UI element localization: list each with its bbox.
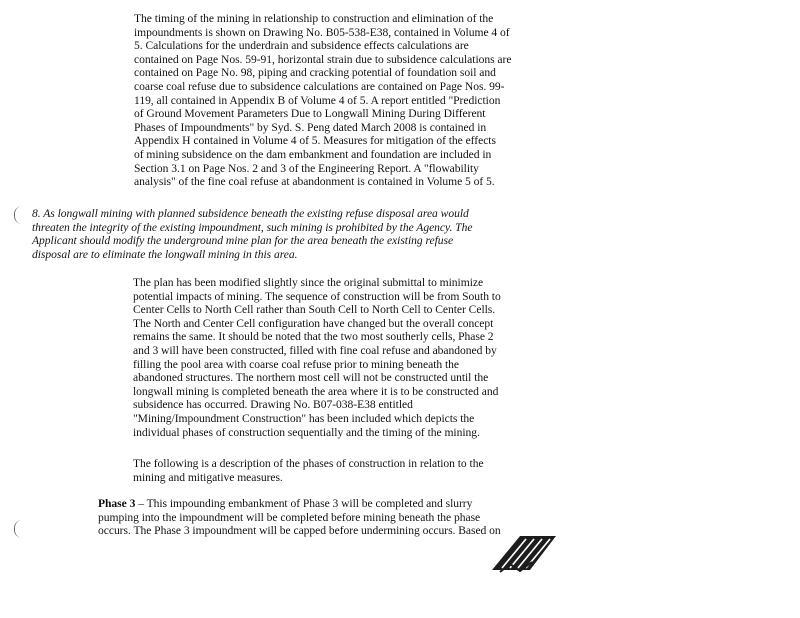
text-line: The North and Center Cell configuration have changed but the overall concept	[133, 316, 494, 330]
text-line: mining and mitigative measures.	[133, 470, 283, 484]
text-line: longwall mining is completed beneath the area where it is to be constructed and	[133, 384, 499, 398]
phase-3-text: – This impounding embankment of Phase 3 will be completed and slurry	[135, 497, 473, 510]
text-line: filling the pool area with coarse coal refuse prior to mining beneath the	[133, 357, 460, 371]
margin-bracket-mark	[14, 206, 25, 224]
text-line: The following is a description of the phases of construction in relation to the	[133, 457, 484, 470]
text-line: Center Cells to North Cell rather than South Cell to North Cell to Center Cells.	[133, 303, 496, 317]
text-line: disposal are to eliminate the longwall mining in this area.	[32, 247, 298, 261]
comment-8	[32, 207, 472, 261]
text-line: analysis" of the fine coal refuse at abandonment is contained in Volume 5 of 5.	[134, 175, 495, 189]
text-line: abandoned structures. The northern most cell will not be constructed until the	[133, 371, 489, 385]
text-line: subsidence has occurred. Drawing No. B07-038-E38 entitled	[133, 398, 413, 412]
description-paragraph	[133, 457, 484, 484]
text-line: of Ground Movement Parameters Due to Longwall Mining During Different	[134, 107, 486, 121]
phase-3-paragraph	[98, 497, 501, 538]
phase-3-label: Phase 3	[98, 497, 136, 510]
text-line: Applicant should modify the underground mine plan for the area beneath the existing refuse	[32, 234, 454, 248]
text-line: Appendix H contained in Volume 4 of 5. Measures for mitigation of the effects	[134, 134, 496, 148]
text-line: individual phases of construction sequentially and the timing of the mining.	[133, 425, 480, 439]
text-line: threaten the integrity of the existing impoundment, such mining is prohibited by the Agency. The	[32, 220, 473, 234]
margin-bracket-mark	[14, 520, 25, 538]
text-line: remains the same. It should be noted that the two most southerly cells, Phase 2	[133, 330, 494, 344]
text-line: The timing of the mining in relationship to construction and elimination of the	[134, 12, 494, 25]
text-line: "Mining/Impoundment Construction" has been included which depicts the	[133, 411, 475, 425]
text-line: 8. As longwall mining with planned subsidence beneath the existing refuse disposal area would	[32, 207, 469, 220]
text-line: Phases of Impoundments" by Syd. S. Peng dated March 2008 is contained in	[134, 120, 487, 134]
stamp-mark-icon	[490, 534, 562, 574]
text-line: Section 3.1 on Page Nos. 2 and 3 of the Engineering Report. A "flowability	[134, 161, 479, 175]
text-line: occurs. The Phase 3 impoundment will be capped before undermining occurs. Based on	[98, 524, 501, 538]
text-line: impoundments is shown on Drawing No. B05-538-E38, contained in Volume 4 of	[134, 25, 510, 39]
text-line: contained on Page No. 98, piping and cracking potential of foundation soil and	[134, 66, 496, 80]
text-line: contained on Page Nos. 59-91, horizontal strain due to subsidence calculations are	[134, 52, 512, 66]
text-line: and 3 will have been constructed, filled with fine coal refuse and abandoned by	[133, 343, 497, 357]
text-line: potential impacts of mining. The sequence of construction will be from South to	[133, 289, 501, 303]
text-line: 5. Calculations for the underdrain and subsidence effects calculations are	[134, 39, 469, 53]
text-line: The plan has been modified slightly since the original submittal to minimize	[133, 276, 484, 289]
plan-paragraph	[133, 276, 501, 439]
text-line: 119, all contained in Appendix B of Volume 4 of 5. A report entitled "Prediction	[134, 93, 501, 107]
text-line: coarse coal refuse due to subsidence calculations are contained on Page Nos. 99-	[134, 79, 505, 93]
response-paragraph	[134, 12, 511, 189]
text-line	[98, 497, 501, 511]
text-line: of mining subsidence on the dam embankment and foundation are included in	[134, 147, 492, 161]
text-line: pumping into the impoundment will be completed before mining beneath the phase	[98, 510, 481, 524]
